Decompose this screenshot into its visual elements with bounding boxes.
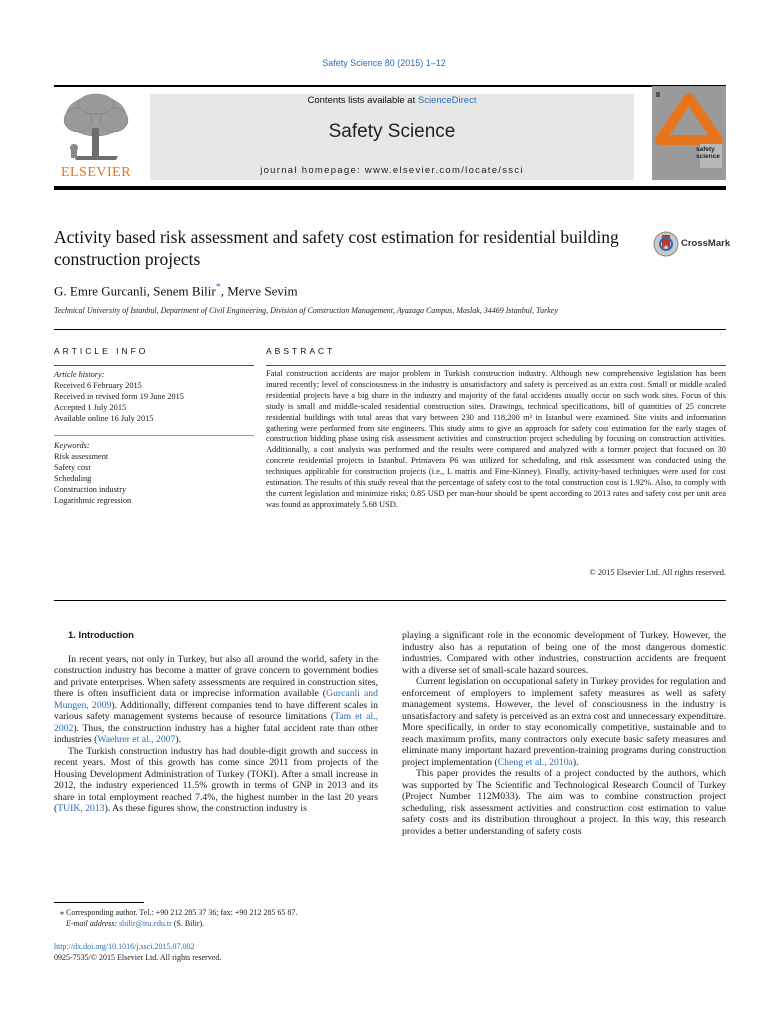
history-item: Available online 16 July 2015 — [54, 414, 154, 423]
front-matter-rule — [54, 600, 726, 601]
homepage-link[interactable]: www.elsevier.com/locate/ssci — [364, 165, 524, 176]
author-list — [54, 282, 298, 299]
journal-title: Safety Science — [328, 121, 456, 142]
history-label: Article history: — [54, 370, 105, 379]
article-title: Activity based risk assessment and safety cost estimation for residential building construction projects — [54, 227, 619, 269]
email-label: E-mail address: — [66, 919, 120, 928]
article-info-heading: ARTICLE INFO — [54, 346, 149, 356]
keyword-item: Safety cost — [54, 463, 91, 472]
crossmark-icon — [653, 229, 679, 259]
journal-homepage — [150, 165, 634, 176]
footnote-rule — [54, 902, 144, 903]
homepage-prefix: journal homepage: — [260, 165, 365, 176]
keyword-item: Logarithmic regression — [54, 496, 132, 505]
abstract-heading: ABSTRACT — [266, 346, 336, 356]
article-history — [54, 369, 254, 424]
paragraph: The Turkish construction industry has had double-digit growth and success in recent years. Most of this growth has come since 2011 from projects of the Housing Development Administration of Turkey (TOKI). After a small increase in 2012, the industry experienced 11.5% growth in terms of GNP in 2013 and its share in total employment reached 7.4%, the highest number in the last 20 years (TUIK, 2013). As these figures show, the construction industry is — [54, 745, 378, 814]
journal-reference[interactable]: Safety Science 80 (2015) 1–12 — [322, 58, 446, 68]
sciencedirect-link[interactable]: ScienceDirect — [417, 95, 477, 106]
citation-link[interactable]: TUIK, 2013 — [57, 803, 105, 814]
elsevier-wordmark: ELSEVIER — [60, 165, 132, 180]
abstract-rule — [266, 365, 726, 366]
contents-line — [150, 95, 634, 106]
keyword-item: Construction industry — [54, 485, 127, 494]
authors-first: G. Emre Gurcanli, Senem Bilir — [54, 283, 216, 299]
authors-last: , Merve Sevim — [220, 283, 298, 299]
keywords-rule — [54, 435, 254, 436]
doi-link[interactable]: http://dx.doi.org/10.1016/j.ssci.2015.07.002 — [54, 942, 195, 951]
affiliation: Technical University of Istanbul, Department of Civil Engineering, Division of Construction Management, Ayazaga Campus, Maslak, 34469 Istanbul, Turkey — [54, 306, 558, 315]
body-column-right — [402, 630, 726, 837]
paragraph: Current legislation on occupational safety in Turkey provides for regulation and enforcement of employers to implement safety measures as well as safety management systems. However, the level of consciousness in the industry is unsatisfactory and safety is perceived as an extra cost and unnecessary expenditure. More specifically, in order to stay economically competitive, sustainable and to reach maximum profits, many contractors only execute basic safety measures and eliminate many important hazard prevention-training programs during construction project implementation (Cheng et al., 2010a). — [402, 676, 726, 768]
doi-block — [54, 941, 378, 963]
citation-link[interactable]: Waehrer et al., 2007 — [97, 734, 176, 745]
history-item: Accepted 1 July 2015 — [54, 403, 127, 412]
corresponding-author-footnote: ⁎ Corresponding author. Tel.: +90 212 285 37 36; fax: +90 212 285 65 87. E-mail address: sbilir@itu.edu.tr (S. Bilir). — [60, 908, 298, 928]
keyword-item: Scheduling — [54, 474, 92, 483]
section-heading-introduction: 1. Introduction — [68, 630, 134, 641]
header-top-rule — [54, 85, 726, 87]
citation-link[interactable]: Gurcanli and Mungen, 2009 — [54, 688, 378, 711]
paragraph: In recent years, not only in Turkey, but also all around the world, safety in the construction industry has become a matter of grave concern to government bodies and private enterprises. When safety assessments are required in construction sites, there is often insufficient data or imprecise information available (Gurcanli and Mungen, 2009). Additionally, different companies tend to have different scales in various safety management systems because of resource limitations (Tam et al., 2002). Thus, the construction industry has a higher fatal accident rate than other industries (Waehrer et al., 2007). — [54, 653, 378, 745]
keywords — [54, 440, 254, 506]
corresponding-author-mark[interactable]: * — [215, 282, 221, 293]
contents-prefix: Contents lists available at — [307, 95, 418, 106]
body-column-left — [54, 630, 378, 815]
footnote-star: ⁎ — [60, 908, 64, 917]
abstract-text: Fatal construction accidents are major problem in Turkish construction industry. Although new comprehensive legislation has been inured recently; level of consciousness in the industry is unsatisfactory and safety is perceived as an extra cost. Small or middle scaled residential projects have a big share in the industry and majority of the fatal accidents usually occur on such work sites. Focus of this study is small and middle-scaled residential construction sites. Drawings, technical specifications, bill of quantities of 25 concrete residential buildings with total areas that vary between 230 and 118,200 m² in Istanbul were examined. Site visits and information gathering were performed from site engineers. This study aims to give an approach for safety cost estimation for the early stages of construction bidding phase using risk assessment activities and construction project scheduling by focusing on construction activities. Additionally, a cost analysis was performed and the results were compared and analyzed with a former project that focused on 30 concrete residential projects in Istanbul. Primavera P6 was utilized for scheduling, and risk assessment was conducted using the techniques applicable for construction projects (i.e., L matrix and Fine-Kinney). Finally, activity-based techniques were used for cost estimation. The results of this study reveal that the percentage of safety cost to the total construction cost is 1.92%. Also, to comply with the current legislation and minimize risks; 0.85 USD per man-hour should be spent according to 2013 rates and safety cost per unit area was found as approximately 5.68 USD. — [266, 369, 726, 509]
history-item: Received 6 February 2015 — [54, 381, 142, 390]
citation-link[interactable]: Tam et al., 2002 — [54, 711, 378, 734]
affiliation-rule — [54, 329, 726, 330]
email-link[interactable]: sbilir@itu.edu.tr — [119, 919, 172, 928]
issn-copyright: 0925-7535/© 2015 Elsevier Ltd. All rights reserved. — [54, 953, 222, 962]
crossmark-label: CrossMark — [681, 238, 731, 249]
journal-cover — [652, 86, 726, 180]
history-item: Received in revised form 19 June 2015 — [54, 392, 184, 401]
article-info-rule — [54, 365, 254, 366]
cover-text-science: science — [696, 153, 720, 160]
cover-text-safety: safety — [696, 146, 715, 153]
paragraph: This paper provides the results of a project conducted by the authors, which was supported by The Scientific and Technological Research Council of Turkey (Project Number 112M033). The aim was to combine construction project scheduling, risk assessment activities and construction cost estimation to value safety costs and its distribution throughout a project. In this way, this research provides a better understanding of safety costs — [402, 768, 726, 837]
citation-link[interactable]: Cheng et al., 2010a — [497, 756, 573, 768]
abstract-copyright: © 2015 Elsevier Ltd. All rights reserved. — [589, 568, 726, 577]
keywords-label: Keywords: — [54, 441, 90, 450]
header-bottom-rule — [54, 186, 726, 190]
keyword-item: Risk assessment — [54, 452, 109, 461]
paragraph: playing a significant role in the economic development of Turkey. However, the industry also has a reputation of being one of the most dangerous domestic industries. Compared with other industries, construction accidents are frequent with a diverse set of small-scale hazard sources. — [402, 630, 726, 676]
